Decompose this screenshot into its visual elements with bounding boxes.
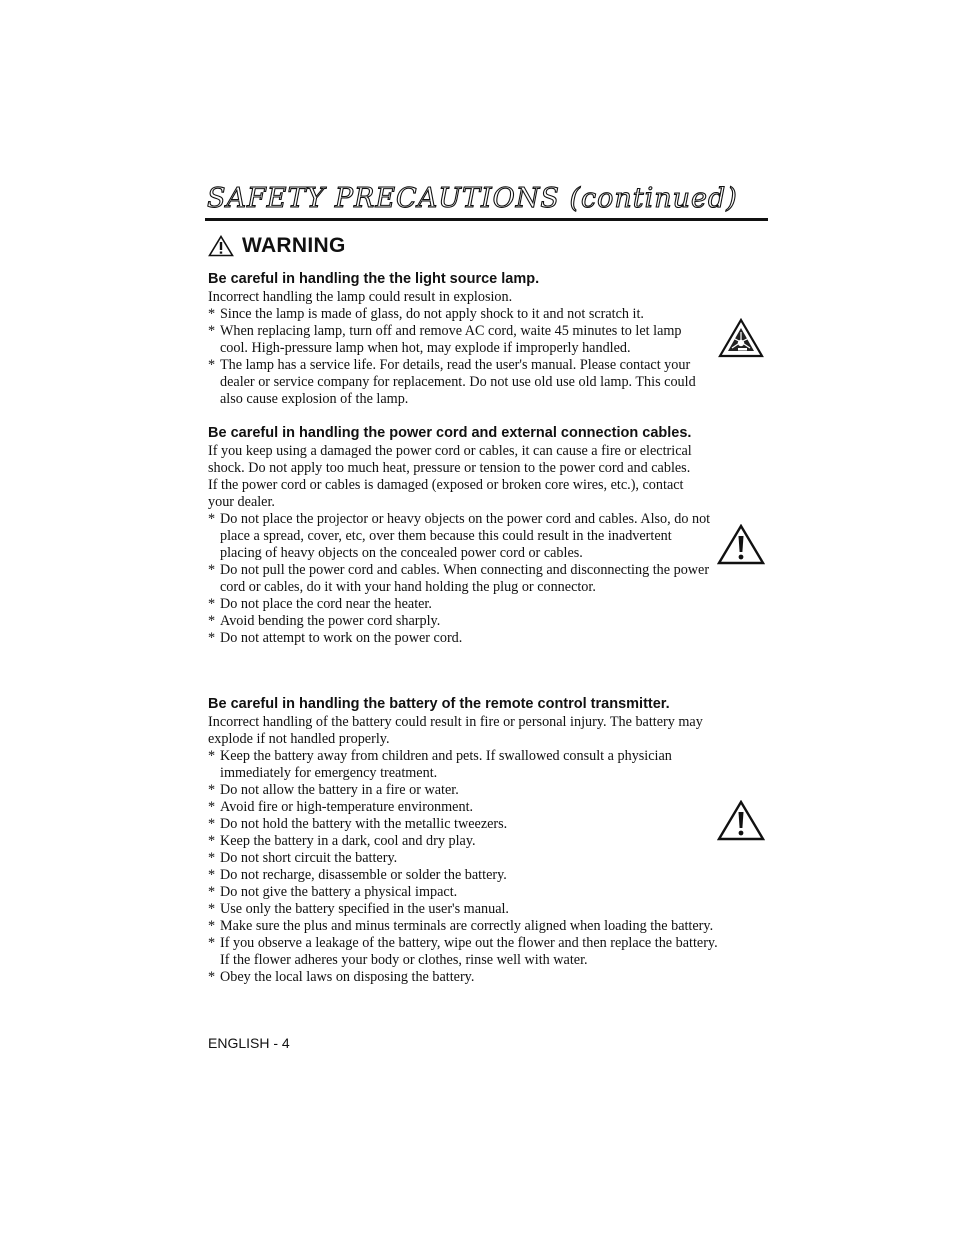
list-item: * Do not short circuit the battery.: [208, 850, 718, 867]
list-item: * Do not attempt to work on the power cord.: [208, 630, 713, 647]
explosion-warning-icon: [718, 318, 764, 358]
list-item: * Obey the local laws on disposing the battery.: [208, 969, 718, 986]
power-cord-section: [208, 425, 713, 647]
list-item: * Avoid bending the power cord sharply.: [208, 613, 713, 630]
power-cord-section-intro: If you keep using a damaged the power cord or cables, it can cause a fire or electrical shock. Do not apply too much heat, pressure or tension to the power cord and cables.: [208, 443, 692, 476]
power-cord-section-intro: If the power cord or cables is damaged (exposed or broken core wires, etc.), contact your dealer.: [208, 477, 684, 510]
page-title: SAFETY PRECAUTIONS (continued): [207, 183, 738, 214]
lamp-section-intro: Incorrect handling the lamp could result in explosion.: [208, 289, 513, 305]
list-item: * The lamp has a service life. For details, read the user's manual. Please contact your dealer or service company for replacement. Do not use old use old lamp. This could also cause explosion of the lamp.: [208, 357, 708, 408]
power-cord-section-list: [208, 511, 713, 647]
caution-triangle-icon: [717, 800, 765, 842]
battery-section-intro: Incorrect handling of the battery could result in fire or personal injury. The battery may explode if not handled properly.: [208, 714, 703, 747]
list-item: * Do not allow the battery in a fire or water.: [208, 782, 718, 799]
list-item: * Keep the battery in a dark, cool and dry play.: [208, 833, 718, 850]
list-item: * If you observe a leakage of the battery, wipe out the flower and then replace the battery. If the flower adheres your body or clothes, rinse well with water.: [208, 935, 718, 969]
warning-triangle-icon: [208, 235, 234, 257]
lamp-section-heading: Be careful in handling the the light source lamp.: [208, 271, 540, 287]
list-item: * Do not hold the battery with the metallic tweezers.: [208, 816, 718, 833]
caution-triangle-icon: [717, 524, 765, 566]
list-item: * Use only the battery specified in the user's manual.: [208, 901, 718, 918]
list-item: * Do not place the projector or heavy objects on the power cord and cables. Also, do not place a spread, cover, etc, over them because this could result in the inadvertent placing of heavy objects on the concealed power cord or cables.: [208, 511, 713, 562]
list-item: * Make sure the plus and minus terminals are correctly aligned when loading the battery.: [208, 918, 718, 935]
lamp-section: [208, 271, 708, 408]
list-item: * Keep the battery away from children and pets. If swallowed consult a physician immediately for emergency treatment.: [208, 748, 718, 782]
list-item: * Do not pull the power cord and cables. When connecting and disconnecting the power cord or cables, do it with your hand holding the plug or connector.: [208, 562, 713, 596]
power-cord-section-heading: Be careful in handling the power cord and external connection cables.: [208, 425, 692, 441]
title-rule: [205, 218, 768, 221]
list-item: * Do not recharge, disassemble or solder the battery.: [208, 867, 718, 884]
battery-section-list: [208, 748, 718, 986]
list-item: * Do not give the battery a physical impact.: [208, 884, 718, 901]
list-item: * Do not place the cord near the heater.: [208, 596, 713, 613]
list-item: * Avoid fire or high-temperature environment.: [208, 799, 718, 816]
list-item: * When replacing lamp, turn off and remove AC cord, waite 45 minutes to let lamp cool. High-pressure lamp when hot, may explode if improperly handled.: [208, 323, 708, 357]
list-item: * Since the lamp is made of glass, do not apply shock to it and not scratch it.: [208, 306, 708, 323]
battery-section-heading: Be careful in handling the battery of the remote control transmitter.: [208, 696, 670, 712]
lamp-section-list: [208, 306, 708, 408]
warning-label: WARNING: [242, 234, 346, 257]
page-number: ENGLISH - 4: [208, 1035, 290, 1051]
warning-heading: [208, 234, 346, 258]
battery-section: [208, 696, 718, 986]
